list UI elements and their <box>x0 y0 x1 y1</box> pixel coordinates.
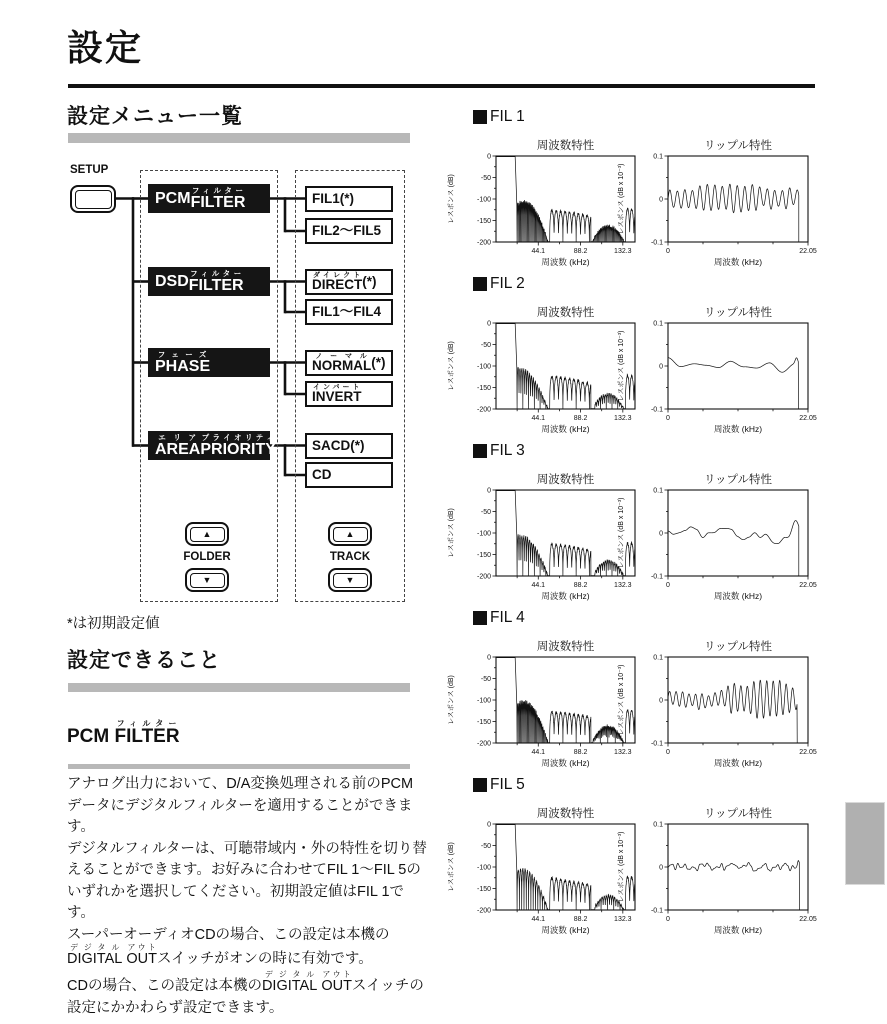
folder-down-button <box>185 568 229 592</box>
black-square-icon <box>473 611 487 625</box>
settings-section-heading: 設定できること <box>67 649 221 672</box>
svg-text:-150: -150 <box>476 552 491 559</box>
black-square-icon <box>473 110 487 124</box>
svg-text:リップル特性: リップル特性 <box>703 641 773 653</box>
fil1-ripple-chart-curve <box>668 184 799 241</box>
svg-text:88.2: 88.2 <box>573 749 588 756</box>
svg-text:-100: -100 <box>476 363 491 371</box>
fil2-label-text: FIL 2 <box>490 275 525 292</box>
svg-text:レスポンス (dB x 10⁻³): レスポンス (dB x 10⁻³) <box>618 664 625 736</box>
svg-text:-200: -200 <box>476 406 491 414</box>
svg-text:周波数 (kHz): 周波数 (kHz) <box>713 591 763 601</box>
svg-text:44.1: 44.1 <box>531 916 546 923</box>
svg-text:周波数特性: 周波数特性 <box>536 307 595 319</box>
black-square-icon <box>473 444 487 458</box>
svg-text:周波数 (kHz): 周波数 (kHz) <box>713 925 763 935</box>
up-arrow-icon: ▲ <box>345 529 355 539</box>
ruby-annotated-word: OUTアウト <box>321 970 352 994</box>
fil3-label <box>473 442 525 460</box>
menu-overview-heading: 設定メニュー一覧 <box>67 105 243 128</box>
svg-text:88.2: 88.2 <box>573 916 588 923</box>
pcm-filter-heading-bar <box>68 764 410 769</box>
title-rule <box>68 84 815 88</box>
svg-text:0: 0 <box>487 821 491 829</box>
fil1-chart-group <box>440 108 860 275</box>
svg-text:レスポンス (dB): レスポンス (dB) <box>448 675 455 725</box>
fil3-chart-group <box>440 442 860 609</box>
svg-text:-150: -150 <box>476 218 491 225</box>
svg-text:44.1: 44.1 <box>531 248 546 255</box>
ruby-annotated-word: FILTERフィルター <box>190 186 246 211</box>
menu-item-area-priority <box>148 431 276 460</box>
svg-text:22.05: 22.05 <box>799 415 817 422</box>
svg-text:-100: -100 <box>476 864 491 872</box>
svg-text:-100: -100 <box>476 530 491 538</box>
description-paragraph: CDの場合、この設定は本機のDIGITALデジタル OUTアウトスイッチの設定にかかわらず設定できます。 <box>67 970 424 1016</box>
svg-text:-200: -200 <box>476 573 491 581</box>
fil3-ripple-chart <box>612 468 840 602</box>
svg-text:周波数 (kHz): 周波数 (kHz) <box>541 758 590 768</box>
svg-text:0: 0 <box>659 697 663 705</box>
option-fil2-fil5: FIL2～FIL5 <box>305 218 393 244</box>
svg-text:レスポンス (dB): レスポンス (dB) <box>448 174 455 224</box>
svg-text:レスポンス (dB x 10⁻³): レスポンス (dB x 10⁻³) <box>618 163 625 235</box>
svg-text:22.05: 22.05 <box>799 916 817 923</box>
option-fil1-fil4: FIL1～FIL4 <box>305 299 393 325</box>
option-invert <box>305 381 393 407</box>
track-down-button <box>328 568 372 592</box>
up-arrow-icon: ▲ <box>202 529 212 539</box>
svg-text:44.1: 44.1 <box>531 749 546 756</box>
ruby-annotated-word: NORMALノーマル <box>312 352 372 373</box>
fil5-label-text: FIL 5 <box>490 776 525 793</box>
ruby-annotated-word: OUTアウト <box>126 942 157 967</box>
svg-text:周波数特性: 周波数特性 <box>536 641 595 653</box>
svg-text:0: 0 <box>487 153 491 161</box>
svg-text:周波数 (kHz): 周波数 (kHz) <box>713 257 763 267</box>
svg-text:-150: -150 <box>476 886 491 893</box>
svg-text:0.1: 0.1 <box>653 487 663 495</box>
svg-text:周波数 (kHz): 周波数 (kHz) <box>541 591 590 601</box>
fil4-label-text: FIL 4 <box>490 609 525 626</box>
svg-text:44.1: 44.1 <box>531 582 546 589</box>
menu-item-pcm-filter: PCM FILTERフィルター <box>148 184 270 213</box>
svg-text:0: 0 <box>487 487 491 495</box>
fil2-label <box>473 275 525 293</box>
svg-text:レスポンス (dB): レスポンス (dB) <box>448 341 455 391</box>
fil1-label <box>473 108 525 126</box>
svg-text:周波数 (kHz): 周波数 (kHz) <box>541 925 590 935</box>
setup-button-label: SETUP <box>70 164 109 176</box>
svg-text:0: 0 <box>666 916 670 923</box>
svg-text:132.3: 132.3 <box>614 415 632 422</box>
svg-text:0.1: 0.1 <box>653 153 663 161</box>
fil5-ripple-chart-curve <box>668 861 799 910</box>
fil4-label <box>473 609 525 627</box>
svg-text:-0.1: -0.1 <box>650 740 663 748</box>
svg-text:22.05: 22.05 <box>799 749 817 756</box>
svg-text:レスポンス (dB x 10⁻³): レスポンス (dB x 10⁻³) <box>618 330 625 402</box>
svg-text:レスポンス (dB x 10⁻³): レスポンス (dB x 10⁻³) <box>618 497 625 569</box>
ruby-annotated-word: INVERTインバート <box>312 384 362 405</box>
svg-text:132.3: 132.3 <box>614 916 632 923</box>
svg-text:-150: -150 <box>476 719 491 726</box>
black-square-icon <box>473 277 487 291</box>
svg-text:88.2: 88.2 <box>573 582 588 589</box>
fil4-ripple-chart <box>612 635 840 769</box>
svg-text:-150: -150 <box>476 385 491 392</box>
svg-text:0: 0 <box>666 415 670 422</box>
svg-text:0.1: 0.1 <box>653 654 663 662</box>
description-paragraph: スーパーオーディオCDの場合、この設定は本機のDIGITALデジタル OUTアウトスイッチがオンの時に有効です。 <box>67 926 390 967</box>
folder-up-button <box>185 522 229 546</box>
svg-text:0.1: 0.1 <box>653 320 663 328</box>
pcm-filter-description <box>67 774 427 1019</box>
svg-text:22.05: 22.05 <box>799 248 817 255</box>
svg-text:0: 0 <box>666 582 670 589</box>
ruby-annotated-word: DIGITALデジタル <box>261 970 318 994</box>
black-square-icon <box>473 778 487 792</box>
svg-text:0: 0 <box>666 248 670 255</box>
fil3-label-text: FIL 3 <box>490 442 525 459</box>
fil5-ripple-chart <box>612 802 840 936</box>
svg-text:-200: -200 <box>476 740 491 748</box>
page-edge-tab <box>845 802 885 885</box>
svg-text:0: 0 <box>487 654 491 662</box>
menu-item-dsd-filter: DSD FILTERフィルター <box>148 267 270 296</box>
option-direct: DIRECTダイレクト (*) <box>305 269 393 295</box>
svg-text:0: 0 <box>666 749 670 756</box>
down-arrow-icon: ▼ <box>345 575 355 585</box>
svg-text:-100: -100 <box>476 697 491 705</box>
svg-text:リップル特性: リップル特性 <box>703 474 773 486</box>
svg-text:周波数 (kHz): 周波数 (kHz) <box>541 424 590 434</box>
svg-text:0: 0 <box>659 530 663 538</box>
ruby-annotated-word: DIRECTダイレクト <box>312 271 363 292</box>
svg-text:リップル特性: リップル特性 <box>703 808 773 820</box>
svg-text:周波数特性: 周波数特性 <box>536 474 595 486</box>
settings-heading-bar <box>68 683 410 692</box>
menu-heading-bar <box>68 133 410 143</box>
description-paragraph: アナログ出力において、D/A変換処理される前のPCMデータにデジタルフィルターを適用することができます。 <box>67 776 414 835</box>
svg-text:0: 0 <box>659 196 663 204</box>
svg-text:周波数特性: 周波数特性 <box>536 140 595 152</box>
svg-text:88.2: 88.2 <box>573 415 588 422</box>
ruby-annotated-word: PRIORITYプライオリティ <box>200 433 276 458</box>
svg-text:レスポンス (dB): レスポンス (dB) <box>448 508 455 558</box>
page-title: 設定 <box>67 27 144 68</box>
option-sacd: SACD(*) <box>305 433 393 459</box>
svg-text:-50: -50 <box>480 843 491 850</box>
svg-text:132.3: 132.3 <box>614 248 632 255</box>
svg-text:88.2: 88.2 <box>573 248 588 255</box>
folder-label: FOLDER <box>183 551 231 563</box>
fil2-ripple-chart <box>612 301 840 435</box>
setup-button <box>70 185 116 213</box>
svg-text:周波数 (kHz): 周波数 (kHz) <box>541 257 590 267</box>
fil1-label-text: FIL 1 <box>490 108 525 125</box>
svg-text:周波数特性: 周波数特性 <box>536 808 595 820</box>
ruby-annotated-word: AREAエリア <box>155 433 201 458</box>
down-arrow-icon: ▼ <box>202 575 212 585</box>
svg-text:-0.1: -0.1 <box>650 573 663 581</box>
svg-text:22.05: 22.05 <box>799 582 817 589</box>
svg-text:-0.1: -0.1 <box>650 239 663 247</box>
svg-text:-50: -50 <box>480 676 491 683</box>
option-fil1: FIL1(*) <box>305 186 393 212</box>
svg-text:レスポンス (dB x 10⁻³): レスポンス (dB x 10⁻³) <box>618 831 625 903</box>
svg-text:レスポンス (dB): レスポンス (dB) <box>448 842 455 892</box>
svg-text:-50: -50 <box>480 342 491 349</box>
fil3-ripple-chart-curve <box>668 521 799 576</box>
track-label: TRACK <box>329 551 371 563</box>
svg-text:0: 0 <box>487 320 491 328</box>
svg-text:-200: -200 <box>476 907 491 915</box>
ruby-annotated-word: FILTERフィルター <box>114 719 180 747</box>
fil2-chart-group <box>440 275 860 442</box>
svg-text:0.1: 0.1 <box>653 821 663 829</box>
svg-text:-100: -100 <box>476 196 491 204</box>
option-cd: CD <box>305 462 393 488</box>
svg-text:-50: -50 <box>480 509 491 516</box>
setup-menu-diagram <box>60 160 430 638</box>
option-normal: NORMALノーマル (*) <box>305 350 393 376</box>
description-paragraph: デジタルフィルターは、可聴帯域内・外の特性を切り替えることができます。お好みに合わせてFIL 1～FIL 5のいずれかを選択してください。初期設定値はFIL 1です。 <box>67 840 427 921</box>
svg-text:周波数 (kHz): 周波数 (kHz) <box>713 424 763 434</box>
fil5-label <box>473 776 525 794</box>
fil5-chart-group <box>440 776 860 943</box>
fil2-ripple-chart-curve <box>668 358 798 409</box>
ruby-annotated-word: DIGITALデジタル <box>67 942 123 967</box>
svg-text:リップル特性: リップル特性 <box>703 140 773 152</box>
svg-text:132.3: 132.3 <box>614 749 632 756</box>
track-up-button <box>328 522 372 546</box>
fil1-ripple-chart <box>612 134 840 268</box>
svg-text:-200: -200 <box>476 239 491 247</box>
svg-text:-50: -50 <box>480 175 491 182</box>
pcm-filter-subheading: PCM FILTERフィルター <box>67 719 180 747</box>
fil4-chart-group <box>440 609 860 776</box>
ruby-annotated-word: PHASEフェーズ <box>155 350 211 375</box>
svg-text:-0.1: -0.1 <box>650 907 663 915</box>
svg-text:周波数 (kHz): 周波数 (kHz) <box>713 758 763 768</box>
fil4-ripple-chart-curve <box>668 680 797 742</box>
svg-text:0: 0 <box>659 864 663 872</box>
svg-text:-0.1: -0.1 <box>650 406 663 414</box>
svg-text:0: 0 <box>659 363 663 371</box>
svg-text:リップル特性: リップル特性 <box>703 307 773 319</box>
ruby-annotated-word: FILTERフィルター <box>188 269 244 294</box>
default-setting-footnote: *は初期設定値 <box>67 616 160 632</box>
svg-text:44.1: 44.1 <box>531 415 546 422</box>
svg-text:132.3: 132.3 <box>614 582 632 589</box>
menu-item-phase <box>148 348 270 377</box>
